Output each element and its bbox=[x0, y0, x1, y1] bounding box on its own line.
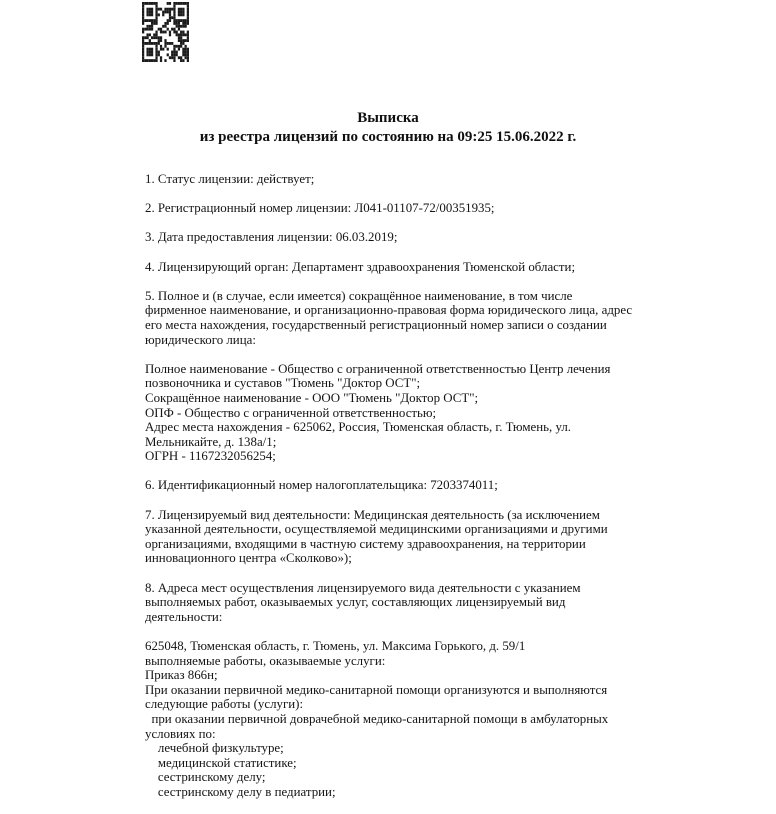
text-line: Сокращённое наименование - ООО "Тюмень "Доктор ОСТ"; bbox=[145, 390, 479, 405]
text-line: 2. Регистрационный номер лицензии: Л041-01107-72/00351935; bbox=[145, 201, 495, 216]
paragraph bbox=[145, 581, 637, 625]
text-line: 4. Лицензирующий орган: Департамент здравоохранения Тюменской области; bbox=[145, 259, 576, 274]
qr-code-image bbox=[142, 2, 189, 62]
text-line: При оказании первичной медико-санитарной помощи организуются и выполняются следующие работы (услуги): bbox=[145, 682, 611, 712]
text-line: лечебной физкультуре; bbox=[145, 741, 284, 756]
title-line-1: Выписка bbox=[357, 110, 419, 126]
paragraph bbox=[145, 362, 637, 464]
title-line-2: из реестра лицензий по состоянию на 09:25 15.06.2022 г. bbox=[199, 128, 577, 145]
text-line: выполняемые работы, оказываемые услуги: bbox=[145, 653, 386, 668]
text-line: 5. Полное и (в случае, если имеется) сокращённое наименование, в том числе фирменное наименование, и организационно-правовая форма юридического лица, адрес его места нахождения, государственный регистрационный номер записи о создании юридического лица: bbox=[145, 288, 636, 347]
text-line: при оказании первичной доврачебной медико-санитарной помощи в амбулаторных условиях по: bbox=[145, 711, 612, 741]
text-line: сестринскому делу; bbox=[145, 770, 266, 785]
document-body bbox=[145, 172, 637, 814]
qr-code bbox=[142, 2, 189, 62]
text-line: 625048, Тюменская область, г. Тюмень, ул. Максима Горького, д. 59/1 bbox=[145, 639, 526, 653]
text-line: 1. Статус лицензии: действует; bbox=[145, 172, 315, 186]
paragraph bbox=[145, 289, 637, 347]
text-line: ОПФ - Общество с ограниченной ответственностью; bbox=[145, 405, 437, 420]
text-line: 3. Дата предоставления лицензии: 06.03.2019; bbox=[145, 230, 398, 245]
text-line: Полное наименование - Общество с ограниченной ответственностью Центр лечения позвоночника и суставов "Тюмень "Доктор ОСТ"; bbox=[145, 361, 614, 391]
text-line: 7. Лицензируемый вид деятельности: Медицинская деятельность (за исключением указанной деятельности, осуществляемой медицинскими организациями и другими организациями, входящими в частную систему здравоохранения, на территории инновационного центра «Сколково»); bbox=[145, 507, 611, 566]
paragraph bbox=[145, 508, 637, 566]
text-line: сестринскому делу в педиатрии; bbox=[145, 784, 336, 799]
paragraph bbox=[145, 230, 637, 245]
text-line: 6. Идентификационный номер налогоплательщика: 7203374011; bbox=[145, 478, 498, 493]
paragraph bbox=[145, 201, 637, 216]
paragraph bbox=[145, 478, 637, 493]
document-title bbox=[0, 109, 776, 146]
text-line: медицинской статистике; bbox=[145, 755, 297, 770]
paragraph bbox=[145, 639, 637, 800]
paragraph bbox=[145, 172, 637, 187]
text-line: ОГРН - 1167232056254; bbox=[145, 449, 276, 464]
text-line: Приказ 866н; bbox=[145, 668, 218, 683]
text-line: Адрес места нахождения - 625062, Россия, Тюменская область, г. Тюмень, ул. Мельникайте, д. 138а/1; bbox=[145, 420, 575, 449]
paragraph bbox=[145, 260, 637, 275]
text-line: 8. Адреса мест осуществления лицензируемого вида деятельности с указанием выполняемых работ, оказываемых услуг, составляющих лицензируемый вид деятельности: bbox=[145, 580, 584, 624]
